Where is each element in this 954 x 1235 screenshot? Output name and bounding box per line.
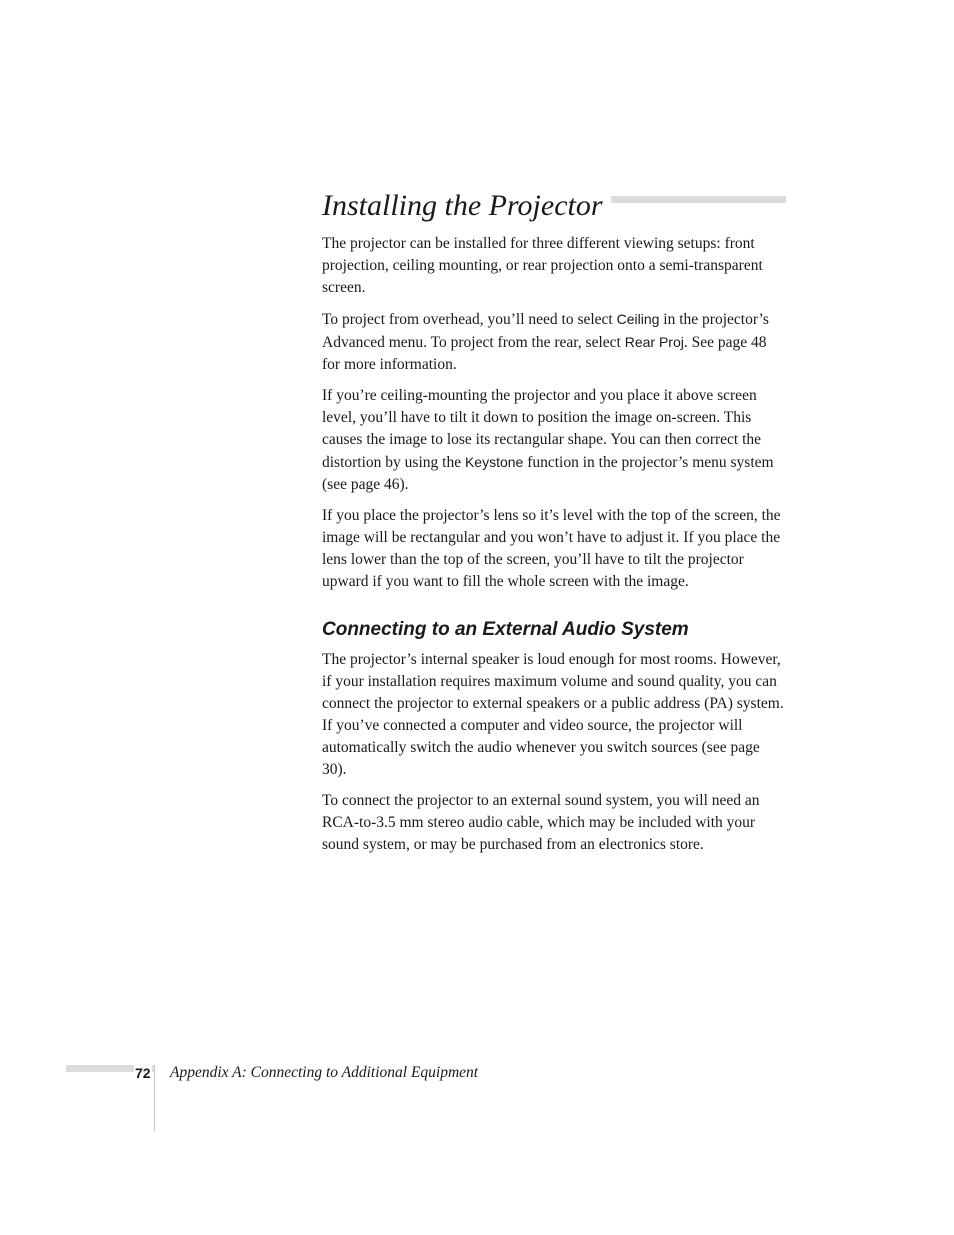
- paragraph-lens-position: If you place the projector’s lens so it’s level with the top of the screen, the image will be rectangular and you won’t have to adjust it. If you place the lens lower than the top of the screen, you’ll have to tilt the projector upward if you want to fill the whole screen with the image.: [322, 507, 781, 590]
- paragraph-text: . See page 48 for more information.: [322, 334, 767, 373]
- paragraph-internal-speaker: The projector’s internal speaker is loud enough for most rooms. However, if your installation requires maximum volume and sound quality, you can connect the projector to external speakers or a public address (PA) system. If you’ve connected a computer and video source, the projector will automatically switch the audio whenever you switch sources (see page 30).: [322, 651, 784, 778]
- footer-chapter-title: Appendix A: Connecting to Additional Equipment: [170, 1064, 479, 1081]
- footer-divider: [154, 1065, 155, 1131]
- page-title: Installing the Projector: [322, 186, 611, 226]
- menu-term-ceiling: Ceiling: [616, 311, 660, 327]
- paragraph-text: If you’re ceiling-mounting the projector and you place it above screen level, you’ll have to tilt it down to position the image on-screen. This causes the image to lose its rectangular shape. You can then correct the distortion by using the: [322, 387, 762, 471]
- paragraph-audio-cable: To connect the projector to an external sound system, you will need an RCA-to-3.5 mm stereo audio cable, which may be included with your sound system, or may be purchased from an electronics store.: [322, 792, 760, 853]
- menu-term-keystone: Keystone: [464, 454, 524, 470]
- page-number: 72: [135, 1065, 151, 1081]
- section-heading: Connecting to an External Audio System: [322, 619, 689, 640]
- menu-term-rear-proj: Rear Proj: [624, 334, 684, 350]
- paragraph-ceiling-mount: [322, 385, 788, 496]
- paragraph-text: To project from overhead, you’ll need to select: [322, 311, 617, 328]
- paragraph-text: in the projector’s Advanced menu. To project from the rear, select: [322, 311, 769, 351]
- paragraph-setups: The projector can be installed for three different viewing setups: front projection, ceiling mounting, or rear projection onto a semi-transparent screen.: [322, 235, 763, 296]
- paragraph-menu-settings: [322, 308, 788, 376]
- paragraph-text: function in the projector’s menu system (see page 46).: [322, 454, 774, 493]
- main-content: [322, 233, 788, 865]
